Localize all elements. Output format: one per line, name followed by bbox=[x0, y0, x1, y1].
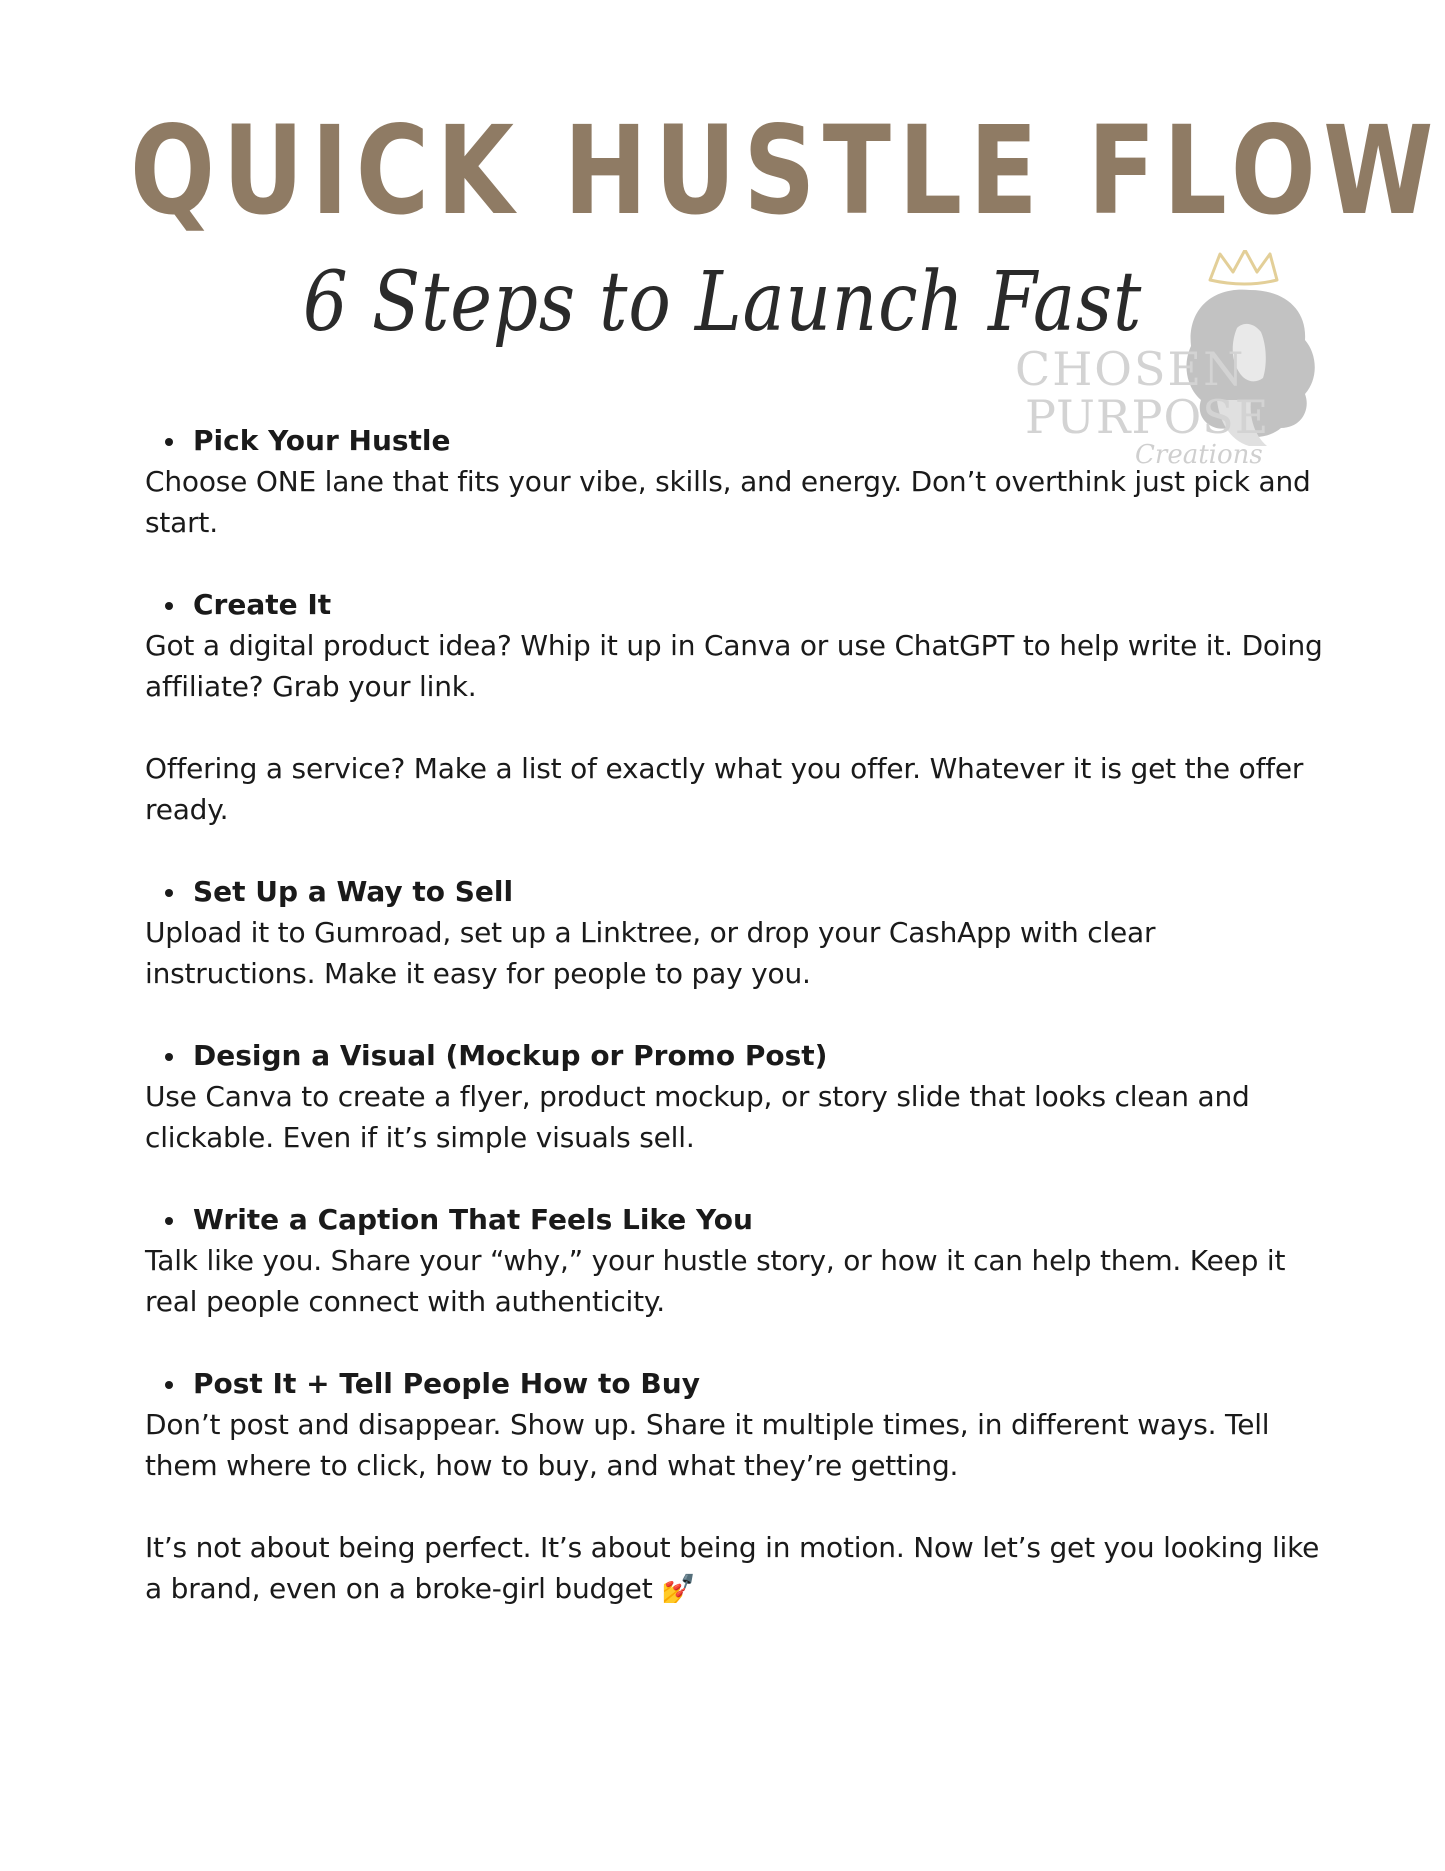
step-description: Got a digital product idea? Whip it up in Canva or use ChatGPT to help write it. Doing affiliate? Grab your link. bbox=[145, 629, 1323, 703]
bullet-icon bbox=[165, 602, 173, 610]
bullet-icon bbox=[165, 889, 173, 897]
step-heading-text: Post It + Tell People How to Buy bbox=[193, 1367, 700, 1400]
page-title: QUICK HUSTLE FLOW bbox=[130, 100, 1441, 242]
step-heading-text: Design a Visual (Mockup or Promo Post) bbox=[193, 1039, 828, 1072]
steps-list bbox=[145, 420, 1325, 1609]
bullet-icon bbox=[165, 1217, 173, 1225]
step-heading-text: Write a Caption That Feels Like You bbox=[193, 1203, 753, 1236]
step-heading bbox=[145, 1363, 1325, 1404]
step-heading-text: Pick Your Hustle bbox=[193, 424, 451, 457]
step-heading bbox=[145, 584, 1325, 625]
step-heading-text: Create It bbox=[193, 588, 332, 621]
step-3 bbox=[145, 871, 1325, 994]
bullet-icon bbox=[165, 1381, 173, 1389]
step-4 bbox=[145, 1035, 1325, 1158]
logo-line-creations: Creations bbox=[1135, 440, 1263, 470]
closing-paragraph: It’s not about being perfect. It’s about being in motion. Now let’s get you looking like a brand, even on a broke-girl budget 💅 bbox=[145, 1531, 1320, 1605]
step-heading bbox=[145, 1035, 1325, 1076]
logo-line-chosen: CHOSEN bbox=[1015, 342, 1246, 396]
step-heading-text: Set Up a Way to Sell bbox=[193, 875, 514, 908]
crown-icon bbox=[1210, 250, 1277, 284]
step-description: Talk like you. Share your “why,” your hustle story, or how it can help them. Keep it real people connect with authenticity. bbox=[145, 1244, 1286, 1318]
step-description: Use Canva to create a flyer, product mockup, or story slide that looks clean and clickable. Even if it’s simple visuals sell. bbox=[145, 1080, 1250, 1154]
page-subtitle: 6 Steps to Launch Fast bbox=[302, 255, 1143, 350]
step-heading bbox=[145, 871, 1325, 912]
step-1 bbox=[145, 420, 1325, 543]
bullet-icon bbox=[165, 438, 173, 446]
step-description: Offering a service? Make a list of exactly what you offer. Whatever it is get the offer ready. bbox=[145, 752, 1304, 826]
bullet-icon bbox=[165, 1053, 173, 1061]
step-2 bbox=[145, 584, 1325, 830]
step-description: Upload it to Gumroad, set up a Linktree, or drop your CashApp with clear instructions. Make it easy for people to pay you. bbox=[145, 916, 1156, 990]
step-heading bbox=[145, 1199, 1325, 1240]
step-description: Don’t post and disappear. Show up. Share it multiple times, in different ways. Tell them where to click, how to buy, and what they’re getting. bbox=[145, 1408, 1270, 1482]
logo-line-purpose: PURPOSE bbox=[1025, 390, 1270, 444]
step-5 bbox=[145, 1199, 1325, 1322]
step-description: Choose ONE lane that fits your vibe, skills, and energy. Don’t overthink just pick and start. bbox=[145, 465, 1311, 539]
step-heading bbox=[145, 420, 1325, 461]
step-6 bbox=[145, 1363, 1325, 1486]
